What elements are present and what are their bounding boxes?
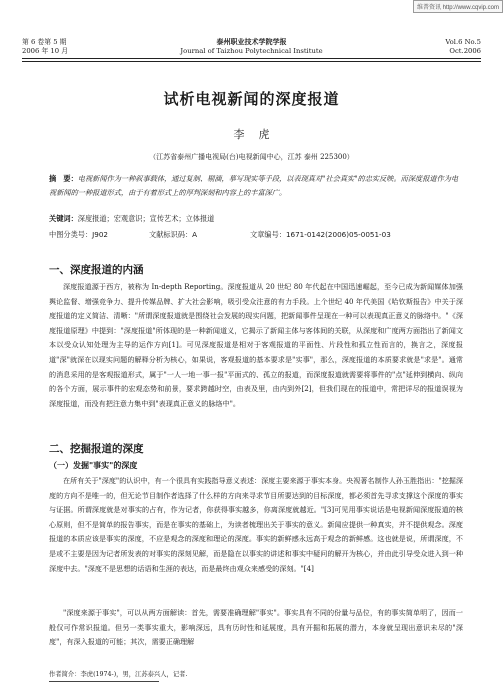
- journal-header: [22, 38, 481, 58]
- section-heading-2: 二、挖掘报道的深度: [49, 443, 144, 455]
- header-rule-thin: [22, 61, 481, 62]
- journal-name-en: Journal of Taizhou Polytechnical Institute: [180, 47, 323, 55]
- volume-issue-en: Vol.6 No.5: [445, 38, 481, 46]
- article-number: 文章编号：1671-0142(2006)05-0051-03: [250, 230, 391, 239]
- volume-issue: 第 6 卷第 5 期: [22, 38, 67, 46]
- author-name: 李虎: [233, 128, 284, 141]
- keywords-label: 关键词：: [49, 214, 78, 223]
- document-code: 文献标识码：A: [149, 230, 198, 239]
- author-affiliation: （江苏省泰州广播电视局(台)电视新闻中心，江苏 泰州 225300）: [149, 153, 354, 161]
- abstract: [49, 172, 464, 199]
- keywords: [49, 214, 464, 224]
- header-rule-thick: [22, 58, 481, 59]
- watermark-stamp: 维普资讯 http://www.cqvip.com: [413, 0, 503, 13]
- section-1-paragraph: 深度报道源于西方，被称为 In-depth Reporting。深度报道从 20 世纪 80 年代起在中国迅速崛起，至今已成为新闻媒体加强舆论监督、增强竞争力、提升传媒品牌、扩大社会影响，吸引受众注意的有力手段。上个世纪 40 年代美国《哈钦斯报告》中关于深度报道的定义简洁、清晰："所谓深度报道就是围绕社会发展的现实问题，把新闻事件呈现在一种可以表现真正意义的脉络中。"《深度报道原理》中提到："深度报道"所体现的是一种新闻道义，它揭示了新闻主体与客体间的关联，从深度和广度两方面指出了新闻文本以受众认知处理为主导的运作方向[1]。可见深度报道是相对于客观报道的平面性、片段性和孤立性而言的，换言之，深度报道"深"就深在以现实问题的解释分析为核心，如果说，客观报道的基本要求是"实事"，那么，深度报道的本质要求就是"求是"。通常的消息采用的是客观报道形式，属于"一人一地一事一报"平面式的、孤立的报道，而深度报道就需要将事件的"点"延伸到横向、纵向的各个方面，展示事件的宏观态势和前景，要求跨越时空，由表及里，由内到外[2]，但我们现在的报道中，常把详尽的报道误视为深度报道，而没有把注意力集中到"表现真正意义的脉络中"。: [49, 282, 463, 408]
- issue-date: 2006 年 10 月: [22, 47, 69, 55]
- subsection-heading: （一）发掘"事实"的深度: [49, 461, 138, 470]
- abstract-label: 摘 要：: [49, 174, 78, 183]
- author-footnote: 作者简介：李虎(1974-)，男，江苏泰兴人，记者.: [49, 671, 188, 678]
- clc-number: 中图分类号：J902: [49, 230, 108, 239]
- section-2-paragraph-2: "深度来源于事实"，可以从两方面解读：首先，需要准确理解"事实"。事实具有不同的份量与品位，有的事实简单明了，因而一般仅可作常识报道。但另一类事实重大，影响深远，具有历时性和延展度，具有开掘和拓展的潜力，本身就呈现出意识未尽的"深度"，有深入报道的可能；其次，需要正确理解: [49, 608, 463, 647]
- footnote-rule: [49, 681, 159, 682]
- abstract-text: 电视新闻作为一种叙事载体，通过复制、剔滴，摹写现实等手段，以表现真对"社会真实"的忠实反映。而深度报道作为电视新闻的一种报道形式，由于有着形式上的厚判深刻和内容上的丰富深广。: [49, 174, 459, 197]
- journal-name-cn: 泰州职业技术学院学报: [216, 38, 287, 46]
- issue-date-en: Oct.2006: [449, 47, 481, 55]
- keywords-text: 深度报道；宏观意识；宣传艺术；立体报道: [77, 214, 215, 223]
- journal-name: [22, 38, 481, 56]
- issue-info-en: [445, 38, 481, 56]
- section-heading-1: 一、深度报道的内涵: [49, 264, 144, 276]
- article-title: 试析电视新闻的深度报道: [163, 90, 340, 108]
- section-2-paragraph-1: 在所有关于"深度"的认识中，有一个很具有实践指导意义表述：深度主要来源于事实本身。央视著名制作人孙玉胜指出："挖掘深度的方向不是唯一的，但无论节目制作者选择了什么样的方向来寻求节目所要达到的目标深度，都必须首先寻求支撑这个深度的事实与证据。所谓深度就是对事实的占有，作为记者，你获得事实越多，你离深度就越近。"[3]可见用事实说话是电视新闻深度报道的核心原则，但不是简单的报告事实，而是在事实的基础上，为读者梳理出关于事实的意义。新闻应提供一种真实，并不提供观念。深度报道的本质应该是事实的深度，不应是观念的深度和理论的深度。事实的新鲜感永远高于观念的新鲜感。这也就是说，所谓深度，不是或不主要是因为记者所发表的对事实的深刻见解，而是隐在以事实的讲述和事实中疑问的解开为核心，并由此引导受众进入到一种深度中去。"深度不是思想的话语和生涯的表达，而是最终由观众来感受的深刻。"[4]: [49, 476, 463, 573]
